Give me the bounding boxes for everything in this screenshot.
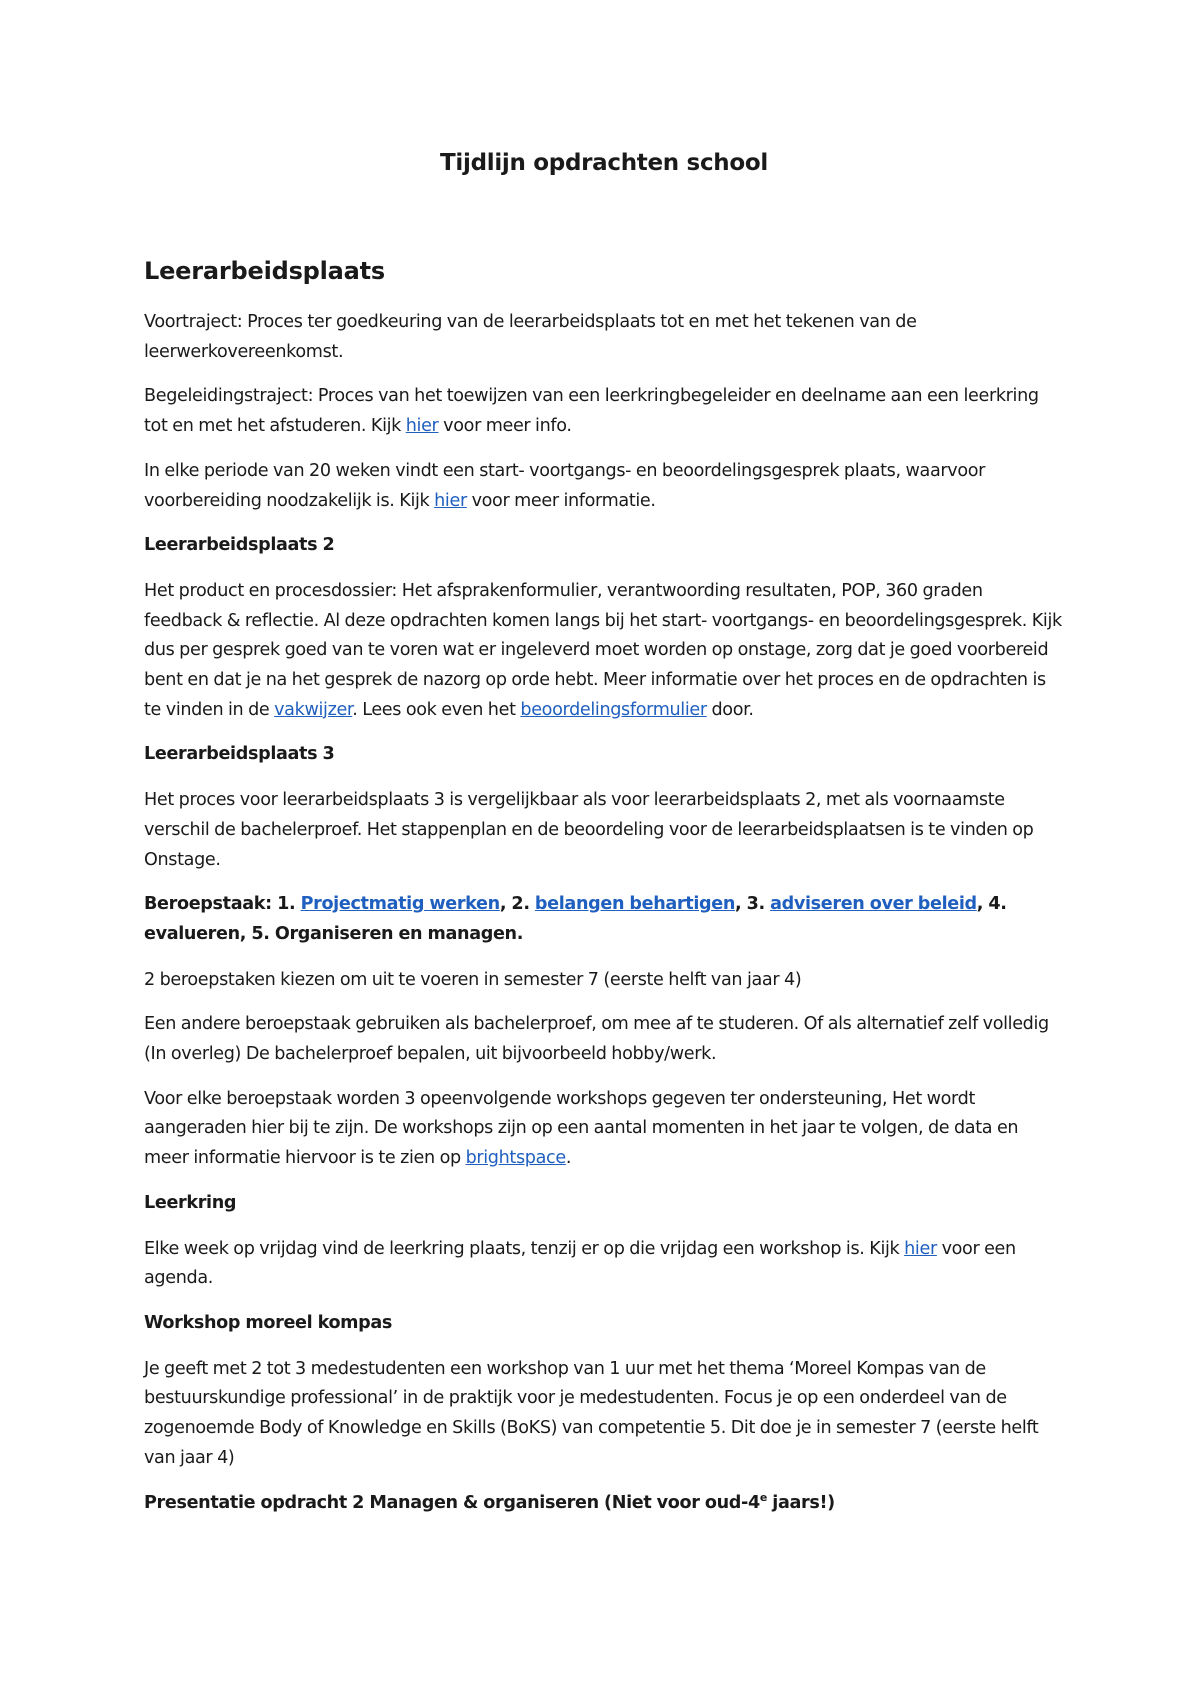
- paragraph-text: Elke week op vrijdag vind de leerkring plaats, tenzij er op die vrijdag een workshop is. Kijk: [144, 1238, 905, 1259]
- section-heading-leerarbeidsplaats: Leerarbeidsplaats: [144, 257, 386, 285]
- paragraph-text: Het product en procesdossier: Het afsprakenformulier, verantwoording resultaten, POP, 360 graden feedback & reflectie. Al deze opdrachten komen langs bij het start- voortgangs- en beoordelingsgesprek. Kijk dus per gesprek goed van te voren wat er ingeleverd moet worden op onstage, zorg dat je goed voorbereid bent en dat je na het gesprek de nazorg op orde hebt. Meer informatie over het proces en de opdrachten is te vinden in de: [144, 580, 1062, 720]
- paragraph-leerkring: [144, 1235, 1064, 1294]
- hier-link-agenda[interactable]: hier: [904, 1238, 937, 1259]
- paragraph-periode: [144, 457, 1064, 516]
- superscript-e: e: [759, 1490, 768, 1504]
- belangen-behartigen-link[interactable]: belangen behartigen: [534, 894, 735, 915]
- beroepstaak-separator: , 2.: [499, 894, 535, 915]
- document-title: Tijdlijn opdrachten school: [440, 150, 768, 176]
- paragraph-text: voor een agenda.: [144, 1238, 1016, 1289]
- paragraph-text: Begeleidingstraject: Proces van het toewijzen van een leerkringbegeleider en deelname aan een leerkring tot en met het afstuderen. Kijk: [144, 386, 1039, 437]
- paragraph-moreel-kompas: Je geeft met 2 tot 3 medestudenten een workshop van 1 uur met het thema ‘Moreel Kompas van de bestuurskundige professional’ in de praktijk voor je medestudenten. Focus je op een onderdeel van de zogenoemde Body of Knowledge en Skills (BoKS) van competentie 5. Dit doe je in semester 7 (eerste helft van jaar 4): [144, 1358, 1039, 1468]
- heading-workshop-moreel-kompas: Workshop moreel kompas: [144, 1312, 393, 1333]
- hier-link-info[interactable]: hier: [405, 416, 439, 437]
- hier-link-informatie[interactable]: hier: [434, 490, 467, 511]
- heading-text: jaars!): [767, 1492, 835, 1513]
- heading-leerarbeidsplaats-3: Leerarbeidsplaats 3: [144, 744, 335, 765]
- paragraph-text: door.: [706, 699, 754, 720]
- beroepstaak-label: Beroepstaak: 1.: [144, 894, 301, 915]
- heading-presentatie-opdracht: [144, 1489, 1064, 1519]
- heading-leerarbeidsplaats-2: Leerarbeidsplaats 2: [144, 535, 335, 556]
- paragraph-leerarbeidsplaats-2: [144, 577, 1064, 726]
- beroepstaak-separator: , 3.: [735, 894, 771, 915]
- vakwijzer-link[interactable]: vakwijzer: [274, 699, 353, 720]
- paragraph-leerarbeidsplaats-3: Het proces voor leerarbeidsplaats 3 is vergelijkbaar als voor leerarbeidsplaats 2, met als voornaamste verschil de bachelerproef. Het stappenplan en de beoordeling voor de leerarbeidsplaatsen is te vinden op Onstage.: [144, 790, 1034, 870]
- paragraph-begeleidingstraject: [144, 382, 1064, 441]
- document-page: [144, 140, 1064, 1534]
- adviseren-over-beleid-link[interactable]: adviseren over beleid: [770, 894, 977, 915]
- projectmatig-werken-link[interactable]: Projectmatig werken: [300, 894, 500, 915]
- paragraph-beroepstaken-kiezen: 2 beroepstaken kiezen om uit te voeren in semester 7 (eerste helft van jaar 4): [144, 969, 802, 990]
- paragraph-text: Voor elke beroepstaak worden 3 opeenvolgende workshops gegeven ter ondersteuning, Het wordt aangeraden hier bij te zijn. De workshops zijn op een aantal momenten in het jaar te volgen, de data en meer informatie hiervoor is te zien op: [144, 1088, 1019, 1169]
- heading-leerkring: Leerkring: [144, 1192, 237, 1213]
- paragraph-workshops: [144, 1085, 1064, 1174]
- heading-text: Presentatie opdracht 2 Managen & organiseren (Niet voor oud-4: [144, 1492, 760, 1513]
- beroepstaak-line: [144, 890, 1064, 949]
- paragraph-text: . Lees ook even het: [352, 699, 521, 720]
- paragraph-text: voor meer info.: [438, 416, 572, 437]
- brightspace-link[interactable]: brightspace: [465, 1148, 566, 1169]
- beroepstaak-rest: , 4. evalueren, 5. Organiseren en managen.: [144, 894, 1007, 944]
- paragraph-voortraject: Voortraject: Proces ter goedkeuring van de leerarbeidsplaats tot en met het tekenen van de leerwerkovereenkomst.: [144, 312, 917, 362]
- paragraph-andere-beroepstaak: Een andere beroepstaak gebruiken als bachelerproef, om mee af te studeren. Of als alternatief zelf volledig (In overleg) De bachelerproef bepalen, uit bijvoorbeeld hobby/werk.: [144, 1014, 1049, 1065]
- paragraph-text: .: [565, 1148, 572, 1169]
- paragraph-text: In elke periode van 20 weken vindt een start- voortgangs- en beoordelingsgesprek plaats, waarvoor voorbereiding noodzakelijk is. Kijk: [144, 460, 986, 511]
- beoordelingsformulier-link[interactable]: beoordelingsformulier: [520, 699, 707, 720]
- paragraph-text: voor meer informatie.: [466, 490, 656, 511]
